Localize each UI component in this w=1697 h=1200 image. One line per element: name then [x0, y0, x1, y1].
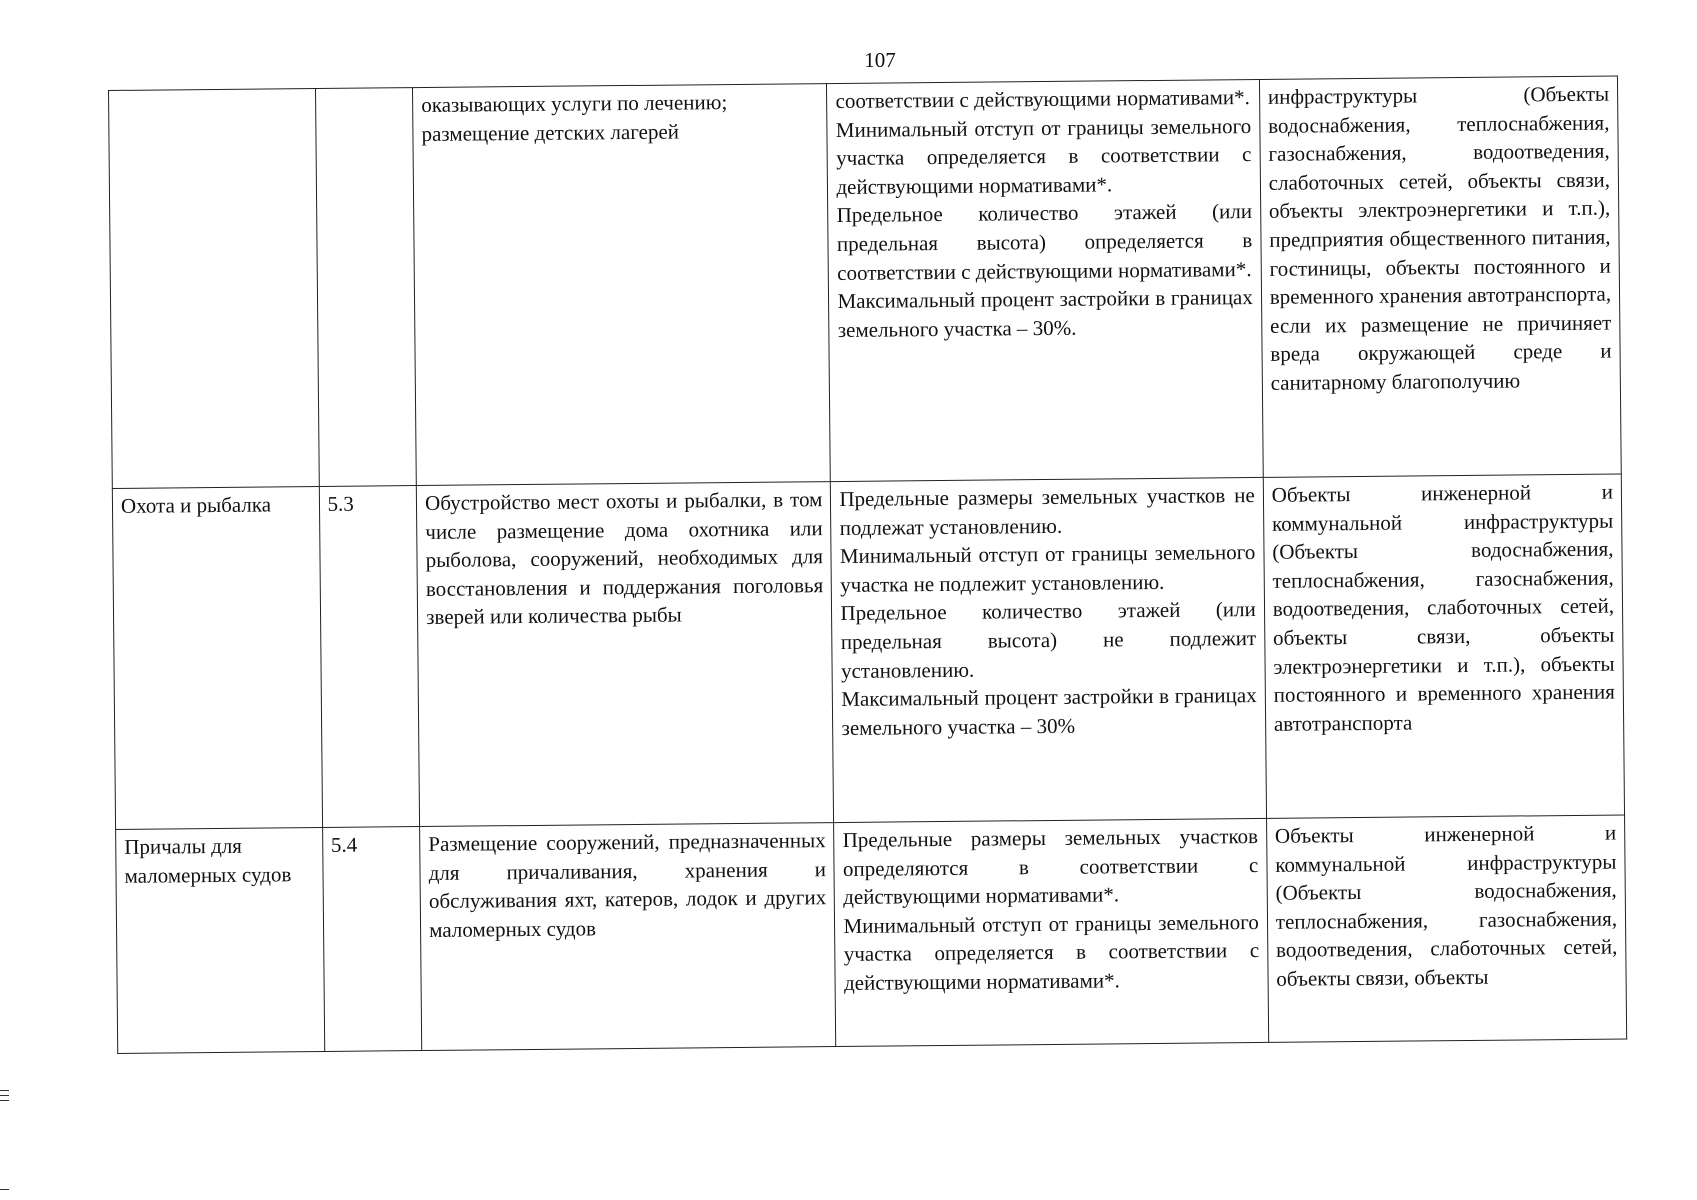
parameter-text: Предельные размеры земельных участков определяются в соответствии с действующими нормативами*. — [842, 823, 1259, 910]
table-row — [116, 815, 1627, 1053]
use-code-cell — [315, 88, 416, 487]
parameter-text: Предельные размеры земельных участков не подлежат установлению. — [839, 483, 1255, 540]
use-name-cell: Охота и рыбалка — [112, 486, 322, 829]
margin-mark — [0, 1189, 9, 1190]
use-name-cell: Причалы для маломерных судов — [116, 827, 325, 1053]
auxiliary-uses-cell: Объекты инженерной и коммунальной инфраструктуры (Объекты водоснабжения, теплоснабжения, газоснабжения, водоотведения, слаботочных сетей, объекты связи, объекты — [1266, 815, 1626, 1042]
parameter-text: Предельное количество этажей (или предельная высота) определяется в соответствии с действующими нормативами*. — [836, 199, 1253, 285]
page-number: 107 — [864, 48, 896, 72]
use-description-cell: оказывающих услуги по лечению; размещение детских лагерей — [413, 84, 831, 486]
parameters-cell — [831, 477, 1267, 822]
land-use-regulations-table — [108, 76, 1627, 1054]
margin-mark — [0, 1100, 9, 1101]
use-name-cell — [109, 89, 319, 489]
parameter-text: Максимальный процент застройки в границах земельного участка – 30% — [841, 683, 1257, 740]
parameter-text: Минимальный отступ от границы земельного участка определяется в соответствии с действующими нормативами*. — [835, 113, 1252, 199]
use-description-cell: Размещение сооружений, предназначенных для причаливания, хранения и обслуживания яхт, катеров, лодок и других маломерных судов — [420, 823, 836, 1051]
use-code-cell: 5.3 — [319, 486, 420, 828]
margin-mark — [0, 1090, 9, 1091]
parameter-text: Минимальный отступ от границы земельного участка не подлежит установлению. — [839, 540, 1256, 597]
parameter-text: соответствии с действующими нормативами*. — [835, 85, 1250, 114]
parameter-text: Предельное количество этажей (или предельная высота) не подлежит установлению. — [840, 597, 1257, 683]
parameters-cell — [827, 79, 1263, 481]
parameters-cell — [834, 818, 1268, 1046]
table-row — [109, 76, 1622, 488]
margin-mark — [0, 1095, 9, 1096]
parameter-text: Максимальный процент застройки в границах земельного участка – 30%. — [837, 285, 1253, 342]
auxiliary-uses-cell: инфраструктуры (Объекты водоснабжения, теплоснабжения, газоснабжения, водоотведения, слаботочных сетей, объекты связи, объекты электроэнергетики и т.п.), предприятия общественного питания, гостиницы, объекты постоянного и временного хранения автотранспорта, если их размещение не причиняет вреда окружающей среде и санитарному благополучию — [1259, 76, 1621, 477]
auxiliary-uses-cell: Объекты инженерной и коммунальной инфраструктуры (Объекты водоснабжения, теплоснабжения, газоснабжения, водоотведения, слаботочных сетей, объекты связи, объекты электроэнергетики и т.п.), объекты постоянного и временного хранения автотранспорта — [1263, 474, 1624, 818]
use-description-cell: Обустройство мест охоты и рыбалки, в том числе размещение дома охотника или рыболова, сооружений, необходимых для восстановления и поддержания поголовья зверей или количества рыбы — [416, 482, 834, 827]
table-row — [112, 474, 1624, 829]
use-code-cell: 5.4 — [322, 827, 422, 1052]
parameter-text: Минимальный отступ от границы земельного участка определяется в соответствии с действующими нормативами*. — [843, 909, 1260, 995]
